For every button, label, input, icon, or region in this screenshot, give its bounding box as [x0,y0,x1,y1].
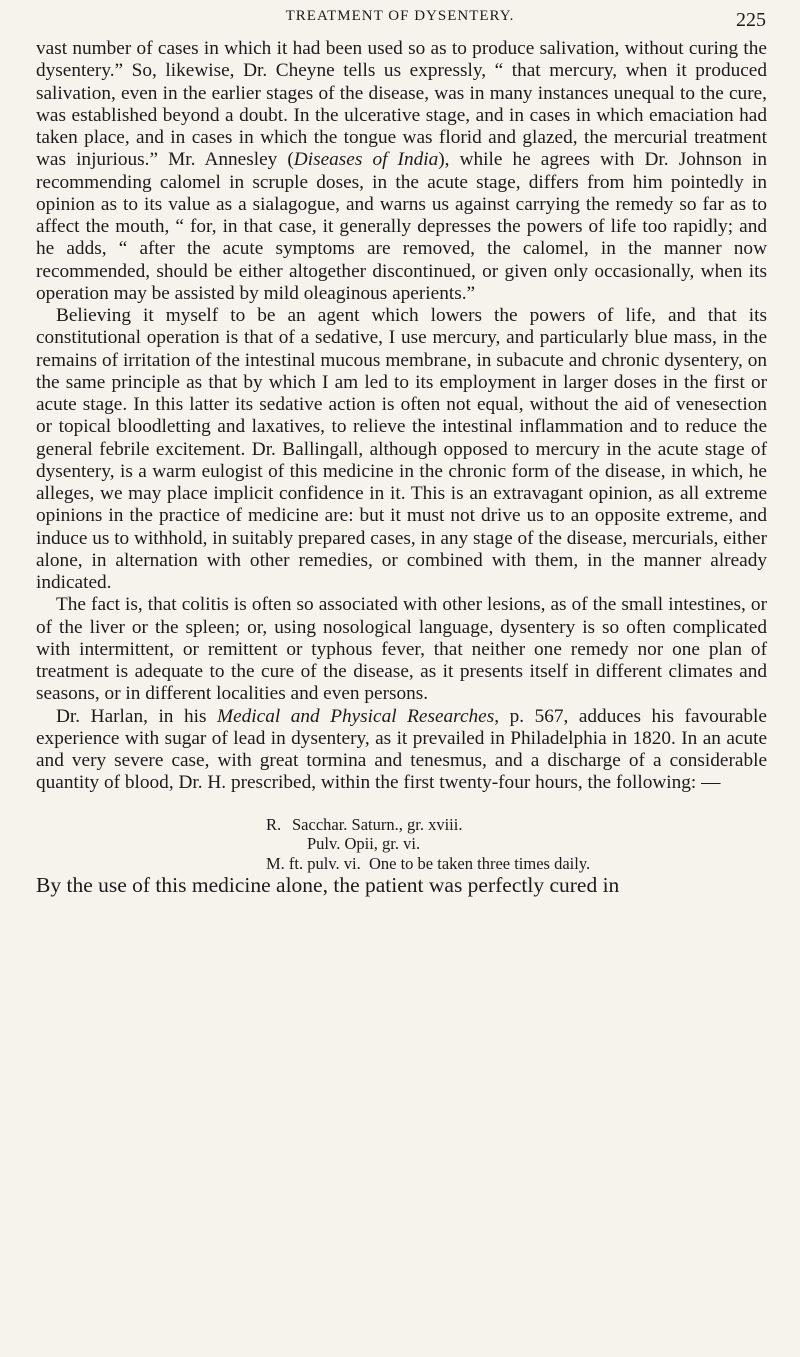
prescription-line-1 [266,815,767,835]
paragraph-1 [36,38,767,305]
prescription-line-3 [266,854,767,874]
text-run: ), while he agrees with Dr. Johnson in recommending calomel in scruple doses, in the acute stage, differs from him pointedly in opinion as to its value as a sialagogue, and warns us against carrying the remedy so far as to affect the mouth, “ for, in that case, it generally depresses the powers of life too rapidly; and he adds, “ after the acute symptoms are removed, the calomel, in the manner now recommended, should be either altogether discontinued, or given only occasionally, when its operation may be assisted by mild oleaginous aperients.” [36,149,767,304]
running-title: TREATMENT OF DYSENTERY. [285,8,515,24]
prescription-ingredient-2: Pulv. Opii, gr. vi. [307,834,421,853]
text-run: vast number of cases in which it had been used so as to produce salivation, without curing the dysentery.” So, likewise, Dr. Cheyne tells us expressly, “ that mercury, when it produced salivation, even in the earlier stages of the disease, was in many instances unequal to the cure, was established beyond a doubt. In the ulcerative stage, and in cases in which emaciation had taken place, and in cases in which the tongue was florid and glazed, the mercurial treatment was injurious.” Mr. Annesley ( [36,38,767,171]
paragraph-2 [36,305,767,594]
text-run: The fact is, that colitis is often so associated with other lesions, as of the small intestines, or of the liver or the spleen; or, using nosological language, dysentery is so often complicated with intermittent, or remittent or typhous fever, that neither one remedy nor one plan of treatment is adequate to the cure of the disease, as it presents itself in different climates and seasons, or in different localities and even persons. [36,594,767,705]
prescription-directions: One to be taken three times daily. [368,853,591,873]
prescription-directions-prefix: M. ft. pulv. vi. [266,853,361,873]
page-header [0,8,800,34]
italic-title: Diseases of India [293,149,439,171]
prescription [266,815,767,874]
text-run: Dr. Harlan, in his [56,705,218,727]
italic-title: Medical and Physical Researches [217,705,495,727]
prescription-line-2 [266,834,767,854]
prescription-ingredient-1: Sacchar. Saturn., gr. xviii. [292,814,463,834]
recipe-symbol: R. [266,814,282,834]
paragraph-3 [36,594,767,705]
body-text [36,38,767,898]
paragraph-4 [36,706,767,795]
page-number: 225 [736,9,766,31]
text-run: , p. 567, adduces his favourable experience with sugar of lead in dysentery, as it prevailed in Philadelphia in 1820. In an acute and very severe case, with great tormina and tenesmus, and a discharge of a considerable quantity of blood, Dr. H. prescribed, within the first twenty-four hours, the following: — [36,705,767,794]
text-run: Believing it myself to be an agent which lowers the powers of life, and that its constitutional operation is that of a sedative, I use mercury, and particularly blue mass, in the remains of irritation of the intestinal mucous membrane, in subacute and chronic dysentery, on the same principle as that by which I am led to its employment in larger doses in the first or acute stage. In this latter its sedative action is often not equal, without the aid of venesection or topical bloodletting and laxatives, to relieve the intestinal inflammation and to reduce the general febrile excitement. Dr. Ballingall, although opposed to mercury in the acute stage of dysentery, is a warm eulogist of this medicine in the chronic form of the disease, in which, he alleges, we may place implicit confidence in it. This is an extravagant opinion, as all extreme opinions in the practice of medicine are: but it must not drive us to an opposite extreme, and induce us to withhold, in suitably prepared cases, in any stage of the disease, mercurials, either alone, in alternation with other remedies, or combined with them, in the manner already indicated. [36,305,767,593]
closing-line: By the use of this medicine alone, the patient was perfectly cured in [36,873,620,897]
